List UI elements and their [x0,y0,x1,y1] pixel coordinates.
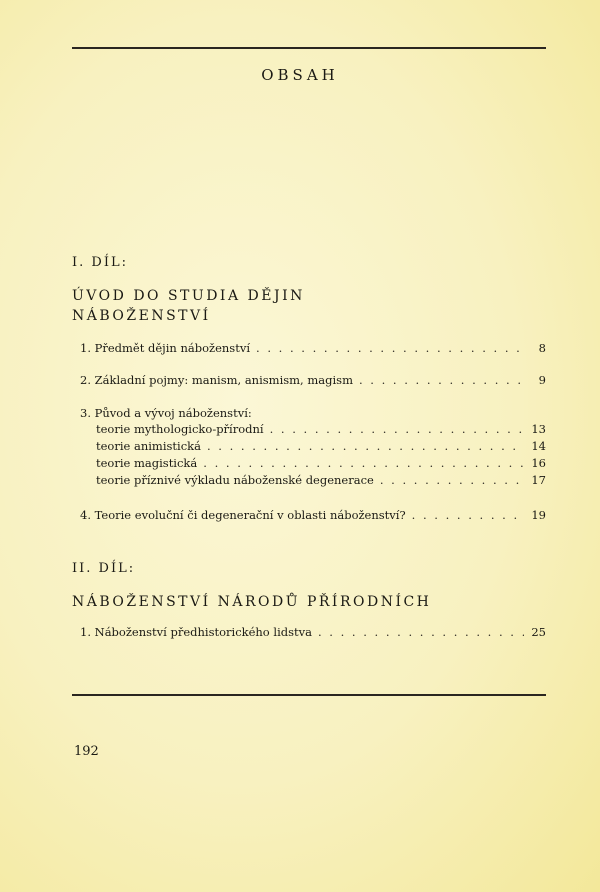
page-title: OBSAH [261,66,339,84]
leader-dots [412,508,524,522]
toc-entry-label: teorie animistická [96,439,201,453]
leader-dots [318,625,524,639]
toc-entry-label: 1. Předmět dějin náboženství [80,341,251,355]
toc-subentry [96,422,546,438]
part-2-label: II. DÍL: [72,561,136,576]
toc-entry-label: teorie příznivé výkladu náboženské degenerace [96,473,374,487]
part-1-title-line-1: ÚVOD DO STUDIA DĚJIN [72,288,305,304]
toc-entry-label: teorie magistická [96,456,198,470]
toc-entry [80,373,546,389]
part-1-label: I. DÍL: [72,255,128,270]
page-number: 192 [74,744,99,759]
leader-dots [256,341,524,355]
toc-entry [80,625,546,641]
toc-entry-label: teorie mythologicko-přírodní [96,422,264,436]
toc-entry-page: 9 [538,373,546,387]
toc-entry-label: 2. Základní pojmy: manism, anismism, magism [80,373,353,387]
toc-entry-label: 1. Náboženství předhistorického lidstva [80,625,312,639]
toc-entry-page: 8 [538,341,546,355]
toc-entry-page: 25 [531,625,546,639]
toc-entry-page: 14 [531,439,546,453]
bottom-rule [72,694,546,696]
toc-entry [80,341,546,357]
toc-entry-heading [80,406,546,422]
toc-subentry [96,456,546,472]
leader-dots [270,422,524,436]
part-1-title [72,286,305,326]
toc-entry [80,508,546,524]
part-1-title-line-2: NÁBOŽENSTVÍ [72,308,211,324]
leader-dots [359,373,524,387]
leader-dots [207,439,524,453]
toc-entry-label: 4. Teorie evoluční či degenerační v oblasti náboženství? [80,508,406,522]
toc-entry-page: 16 [531,456,546,470]
part-2-title: NÁBOŽENSTVÍ NÁRODŮ PŘÍRODNÍCH [72,594,432,610]
toc-entry-page: 19 [531,508,546,522]
toc-subentry [96,473,546,489]
toc-entry-label: 3. Původ a vývoj náboženství: [80,406,252,420]
toc-subentry [96,439,546,455]
top-rule [72,47,546,49]
leader-dots [203,456,524,470]
toc-entry-page: 17 [531,473,546,487]
toc-entry-page: 13 [531,422,546,436]
leader-dots [380,473,524,487]
